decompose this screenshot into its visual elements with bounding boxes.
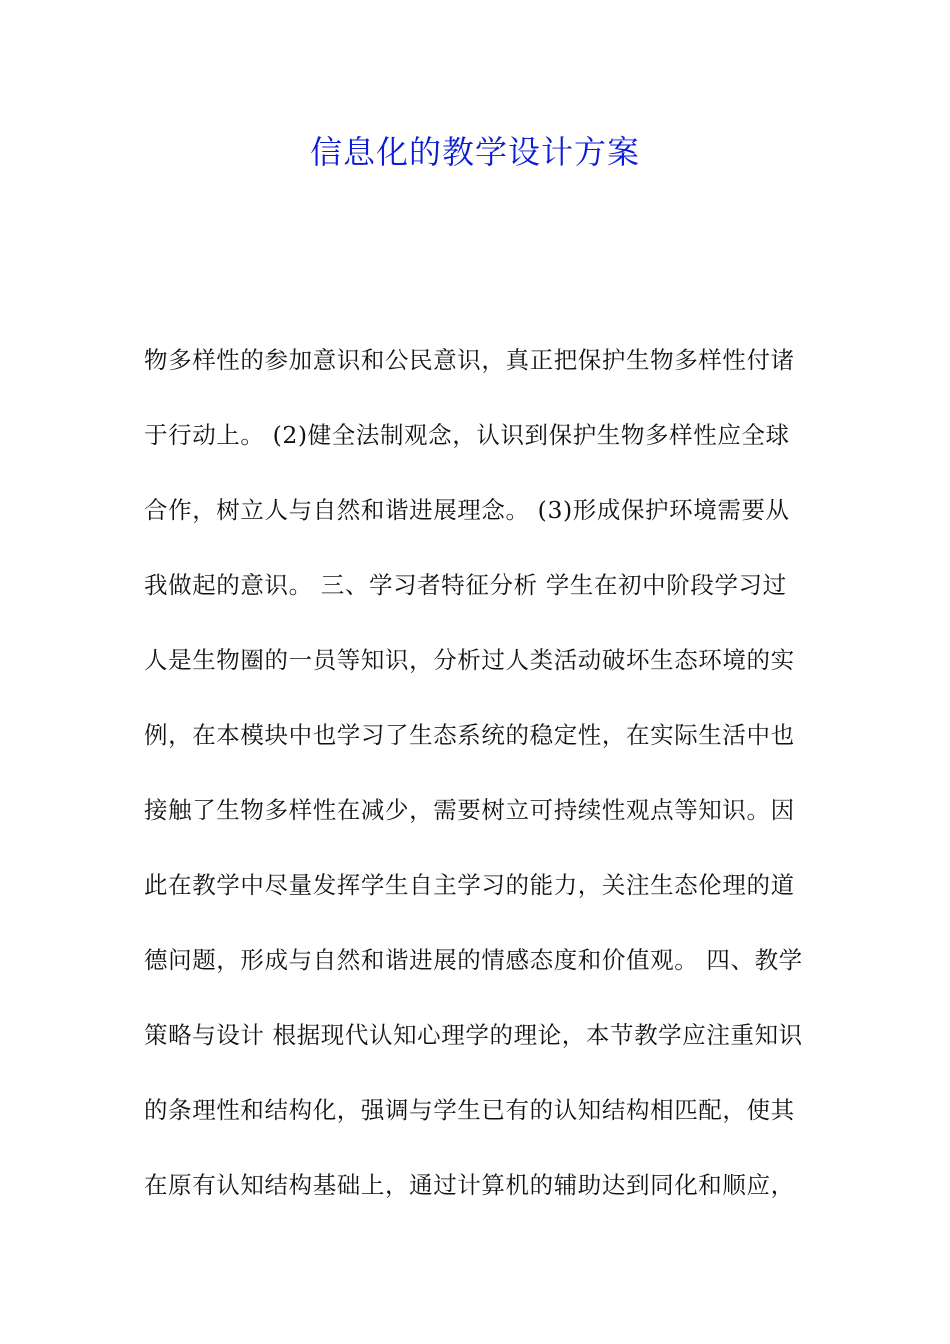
document-body: [144, 336, 814, 1236]
body-line: 人是生物圈的一员等知识，分析过人类活动破坏生态环境的实: [144, 646, 795, 674]
body-line: 德问题，形成与自然和谐进展的情感态度和价值观。 四、教学: [144, 946, 803, 974]
body-line: 的条理性和结构化，强调与学生已有的认知结构相匹配，使其: [144, 1096, 795, 1124]
body-line: 于行动上。 (2)健全法制观念，认识到保护生物多样性应全球: [144, 421, 790, 449]
body-line: 此在教学中尽量发挥学生自主学习的能力，关注生态伦理的道: [144, 871, 795, 899]
body-line: 策略与设计 根据现代认知心理学的理论，本节教学应注重知识: [144, 1021, 803, 1049]
body-line: 例，在本模块中也学习了生态系统的稳定性，在实际生活中也: [144, 721, 795, 749]
document-title: 信息化的教学设计方案: [309, 133, 640, 171]
body-line: 我做起的意识。 三、学习者特征分析 学生在初中阶段学习过: [144, 571, 787, 599]
body-line: 接触了生物多样性在减少，需要树立可持续性观点等知识。因: [144, 796, 795, 824]
body-line: 在原有认知结构基础上，通过计算机的辅助达到同化和顺应，: [144, 1171, 795, 1199]
body-line: 合作，树立人与自然和谐进展理念。 (3)形成保护环境需要从: [144, 496, 790, 524]
body-line: 物多样性的参加意识和公民意识，真正把保护生物多样性付诸: [144, 346, 795, 374]
